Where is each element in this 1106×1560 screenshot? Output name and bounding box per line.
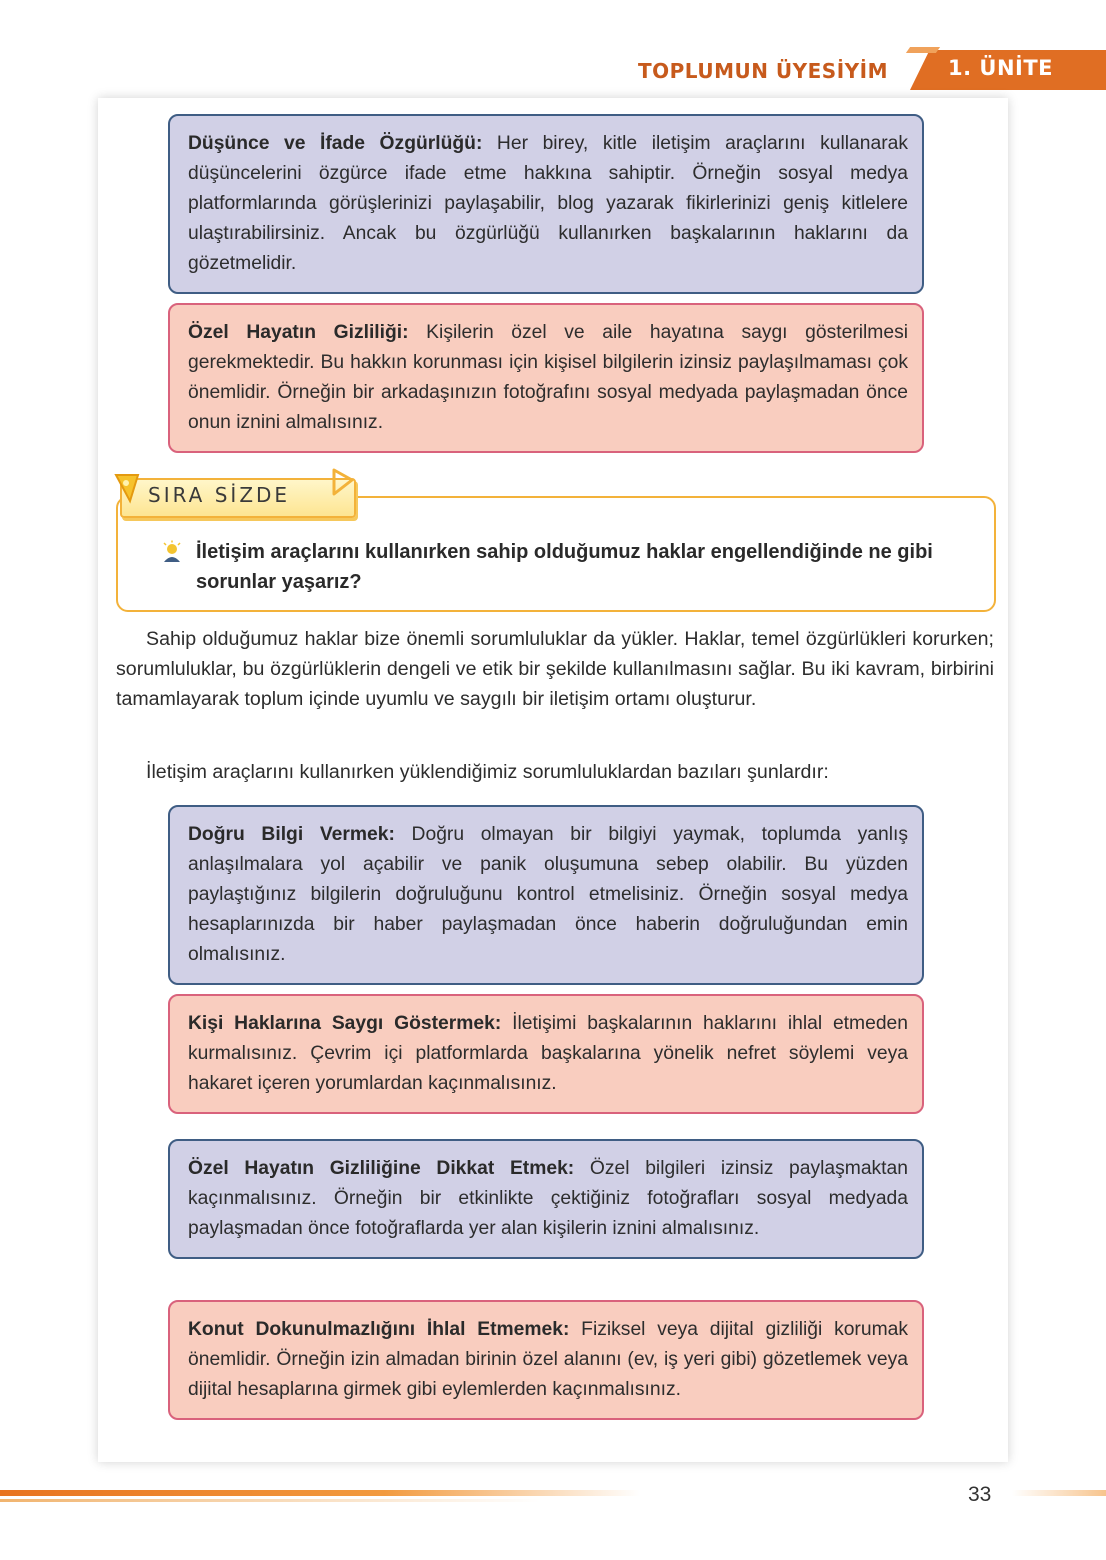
info-box-title: Özel Hayatın Gizliliği: xyxy=(188,322,409,343)
sira-sizde-question: İletişim araçlarını kullanırken sahip olduğumuz haklar engellendiğinde ne gibi sorunlar yaşarız? xyxy=(196,541,933,593)
page-number: 33 xyxy=(968,1483,992,1506)
info-box-text: Kişilerin özel ve aile hayatına saygı gösterilmesi gerekmektedir. Bu hakkın korunması için kişisel bilgilerin izinsiz paylaşılmaması çok önemlidir. Örneğin bir arkadaşınızın fotoğrafını sosyal medyada paylaşmadan önce onun iznini almalısınız. xyxy=(188,322,909,433)
section-title: TOPLUMUN ÜYESİYİM xyxy=(638,59,888,83)
body-paragraph: Sahip olduğumuz haklar bize önemli sorumluluklar da yükler. Haklar, temel özgürlükleri korurken; sorumluluklar, bu özgürlüklerin dengeli ve etik bir şekilde kullanılmasını sağlar. Bu iki kavram, birbirini tamamlayarak toplum içinde uyumlu ve saygılı bir iletişim ortamı oluşturur. xyxy=(116,628,994,710)
info-box-privacy-attention xyxy=(168,1139,924,1259)
info-box-text: İletişimi başkalarının haklarını ihlal etmeden kurmalısınız. Çevrim içi platformlarda başkalarına yönelik nefret söylemi veya hakaret içeren yorumlardan kaçınmalısınız. xyxy=(188,1013,908,1094)
info-box-text: Fiziksel veya dijital gizliliği korumak önemlidir. Örneğin izin almadan birinin özel alanını (ev, iş yeri gibi) gözetlemek veya dijital hesaplarına girmek gibi eylemlerden kaçınmalısınız. xyxy=(188,1319,908,1400)
info-box-text: Özel bilgileri izinsiz paylaşmaktan kaçınmalısınız. Örneğin bir etkinlikte çektiğiniz fotoğrafları sosyal medyada paylaşmadan önce fotoğraflarda yer alan kişilerin iznini almalısınız. xyxy=(188,1158,908,1239)
info-box-home-inviolability xyxy=(168,1300,924,1420)
info-box-text: Her birey, kitle iletişim araçlarını kullanarak düşüncelerini özgürce ifade etme hakkına sahiptir. Örneğin sosyal medya platformlarında görüşlerinizi paylaşabilir, blog yazarak fikirlerinizi geniş kitlelere ulaştırabilirsiniz. Ancak bu özgürlüğü kullanırken başkalarının haklarını da gözetmelidir. xyxy=(188,133,908,274)
info-box-title: Özel Hayatın Gizliliğine Dikkat Etmek: xyxy=(188,1158,575,1179)
exclamation-bulb-icon xyxy=(112,471,146,505)
info-box-title: Konut Dokunulmazlığını İhlal Etmemek: xyxy=(188,1319,570,1340)
info-box-privacy xyxy=(168,303,924,453)
body-paragraph-intro: İletişim araçlarını kullanırken yüklendiğimiz sorumluluklardan bazıları şunlardır: xyxy=(146,761,829,783)
info-box-title: Doğru Bilgi Vermek: xyxy=(188,824,395,845)
footer-line xyxy=(0,1490,640,1496)
sira-sizde-label: SIRA SİZDE xyxy=(148,483,291,507)
info-box-correct-info xyxy=(168,805,924,985)
ribbon-curl-icon xyxy=(330,466,356,496)
unit-tab-accent xyxy=(906,47,940,53)
info-box-respect-rights xyxy=(168,994,924,1114)
thinking-person-icon xyxy=(160,540,184,564)
info-box-title: Düşünce ve İfade Özgürlüğü: xyxy=(188,133,483,154)
footer-line-right xyxy=(1012,1490,1106,1496)
info-box-text: Doğru olmayan bir bilgiyi yaymak, toplumda yanlış anlaşılmalara yol açabilir ve panik oluşumuna sebep olabilir. Bu yüzden paylaştığınız bilgilerin doğruluğunu kontrol etmelisiniz. Örneğin sosyal medya hesaplarınızda bir haber paylaşmadan önce haberin doğruluğundan emin olmalısınız. xyxy=(188,824,908,965)
info-box-freedom-of-expression xyxy=(168,114,924,294)
unit-label: 1. ÜNİTE xyxy=(948,56,1054,80)
footer-line-thin xyxy=(0,1499,540,1502)
info-box-title: Kişi Haklarına Saygı Göstermek: xyxy=(188,1013,502,1034)
